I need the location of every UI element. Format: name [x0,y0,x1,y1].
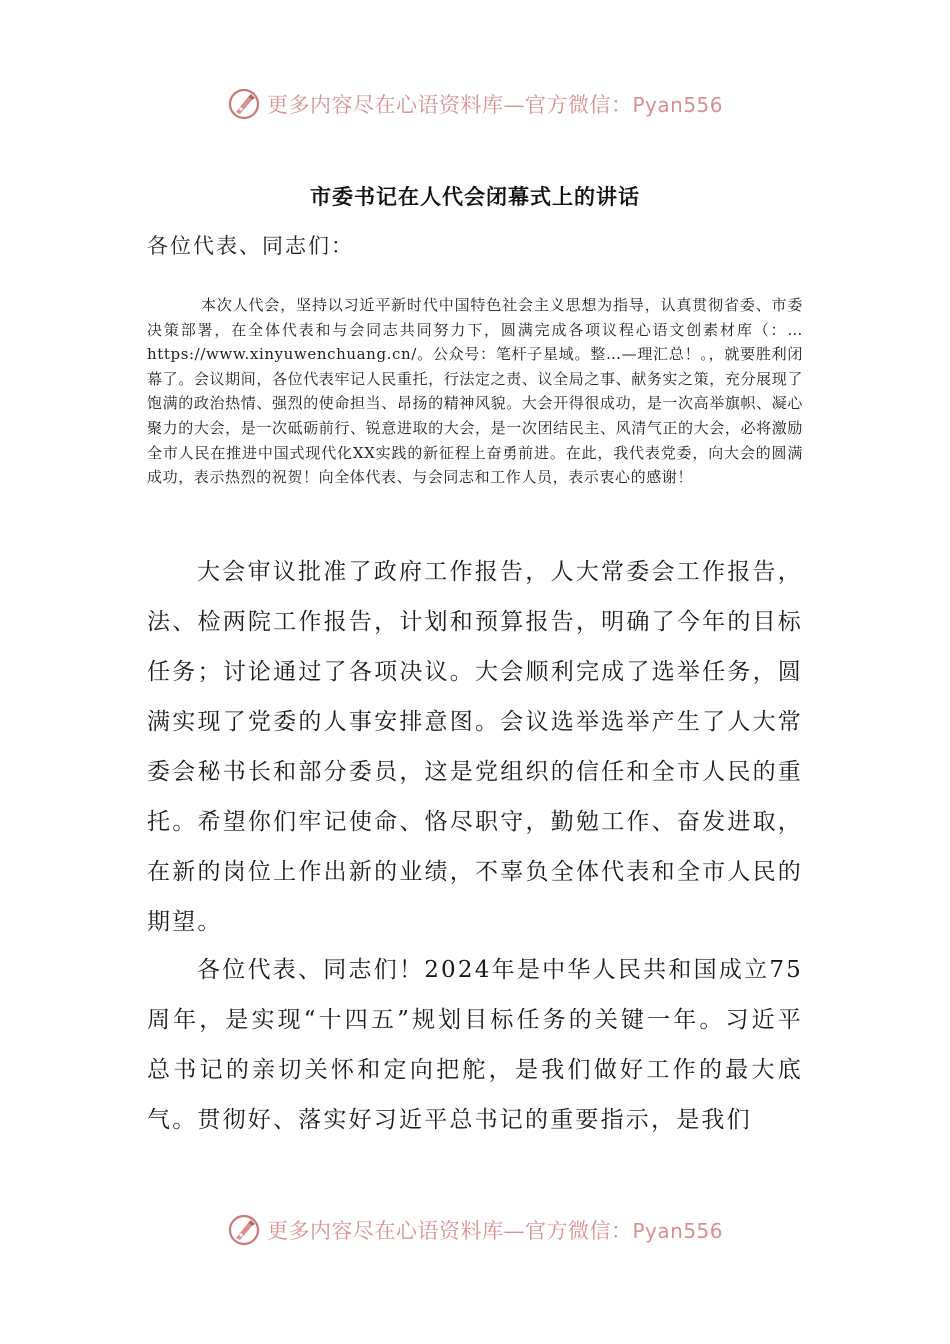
document-title: 市委书记在人代会闭幕式上的讲话 [310,185,640,209]
watermark-handle: Pyan556 [632,93,723,117]
watermark-handle: Pyan556 [632,1219,723,1243]
intro-paragraph: 本次人代会，坚持以习近平新时代中国特色社会主义思想为指导，认真贯彻省委、市委决策部署，在全体代表和与会同志共同努力下，圆满完成各项议程心语文创素材库（：…https://www.xinyuwenchuang.cn/。公众号：笔杆子星域。整…—理汇总！。，就要胜利闭幕了。会议期间，各位代表牢记人民重托，行法定之责、议全局之事、献务实之策，充分展现了饱满的政治热情、强烈的使命担当、昂扬的精神风貌。大会开得很成功，是一次高举旗帜、凝心聚力的大会，是一次砥砺前行、锐意进取的大会，是一次团结民主、风清气正的大会，必将激励全市人民在推进中国式现代化XX实践的新征程上奋勇前进。在此，我代表党委，向大会的圆满成功，表示热烈的祝贺！向全体代表、与会同志和工作人员，表示衷心的感谢！ [147,296,803,487]
header-watermark [0,84,950,124]
salutation: 各位代表、同志们： [147,234,354,258]
footer-watermark [0,1210,950,1250]
body-paragraph-2: 各位代表、同志们！2024年是中华人民共和国成立75周年，是实现“十四五”规划目标任务的关键一年。习近平总书记的亲切关怀和定向把舵，是我们做好工作的最大底气。贯彻好、落实好习近平总书记的重要指示，是我们 [147,957,803,1133]
watermark-text: 更多内容尽在心语资料库—官方微信： [266,1219,633,1243]
pen-nib-logo-icon [227,87,261,121]
pen-nib-logo-icon [227,1213,261,1247]
watermark-text: 更多内容尽在心语资料库—官方微信： [266,93,633,117]
body-paragraph-1: 大会审议批准了政府工作报告，人大常委会工作报告，法、检两院工作报告，计划和预算报告，明确了今年的目标任务；讨论通过了各项决议。大会顺利完成了选举任务，圆满实现了党委的人事安排意图。会议选举选举产生了人大常委会秘书长和部分委员，这是党组织的信任和全市人民的重托。希望你们牢记使命、恪尽职守，勤勉工作、奋发进取，在新的岗位上作出新的业绩，不辜负全体代表和全市人民的期望。 [147,559,803,935]
